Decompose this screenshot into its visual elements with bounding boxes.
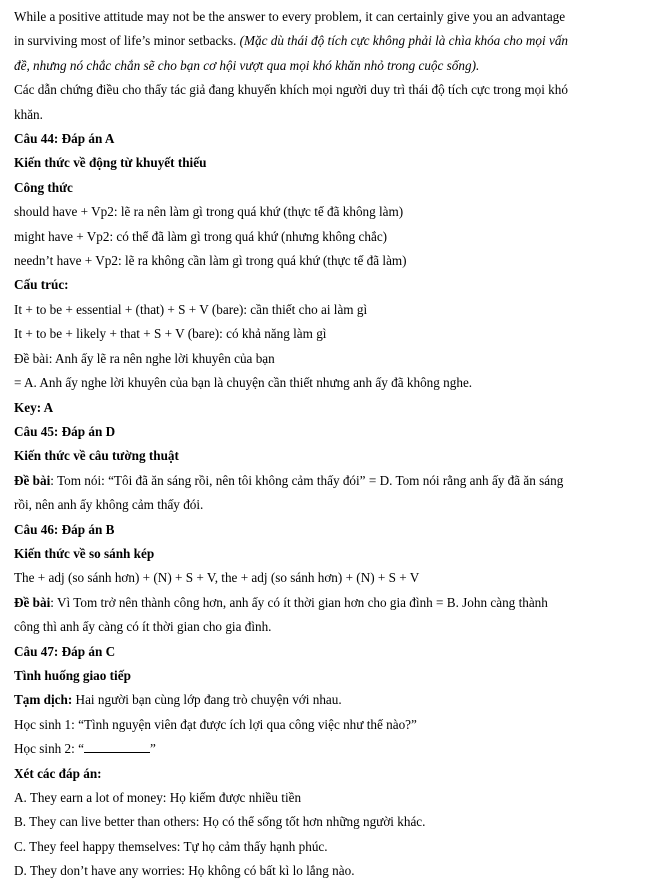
q44-formula-label: Công thức — [14, 179, 73, 195]
q46-prompt-label: Đề bài — [14, 594, 51, 610]
q44-title: Câu 44: Đáp án A — [14, 131, 115, 147]
q44-formula-3: needn’t have + Vp2: lẽ ra không cần làm gì trong quá khứ (thực tế đã làm) — [14, 253, 407, 269]
q47-options-label: Xét các đáp án: — [14, 765, 102, 781]
intro-line-5: khăn. — [14, 106, 43, 122]
q45-prompt-text: : Tom nói: “Tôi đã ăn sáng rồi, nên tôi không cảm thấy đói” = D. Tom nói rằng anh ấy đã ăn sáng — [50, 472, 564, 488]
q46-prompt-text: : Vì Tom trở nên thành công hơn, anh ấy có ít thời gian hơn cho gia đình = B. John càng thành — [50, 594, 548, 610]
q47-option-d: D. They don’t have any worries: Họ không có bất kì lo lắng nào. — [14, 863, 355, 879]
q46-topic: Kiến thức về so sánh kép — [14, 545, 155, 561]
intro-line-4: Các dẫn chứng điều cho thấy tác giả đang khuyến khích mọi người duy trì thái độ tích cực trong mọi khó — [14, 82, 568, 98]
q47-translation-text: Hai người bạn cùng lớp đang trò chuyện với nhau. — [72, 692, 342, 708]
q47-topic: Tình huống giao tiếp — [14, 667, 131, 683]
q46-title: Câu 46: Đáp án B — [14, 521, 115, 537]
answer-blank — [84, 739, 150, 753]
q47-title: Câu 47: Đáp án C — [14, 643, 116, 659]
question-47 — [14, 640, 636, 884]
q44-formula-1: should have + Vp2: lẽ ra nên làm gì trong quá khứ (thực tế đã không làm) — [14, 204, 404, 220]
q44-topic: Kiến thức về động từ khuyết thiếu — [14, 155, 207, 171]
q44-structure-label: Cấu trúc: — [14, 277, 69, 293]
q46-prompt-line-1 — [14, 591, 636, 615]
q47-student-1: Học sinh 1: “Tình nguyện viên đạt được ích lợi qua công việc như thế nào?” — [14, 716, 417, 732]
q44-structure-1: It + to be + essential + (that) + S + V (bare): cần thiết cho ai làm gì — [14, 301, 368, 317]
q44-structure-2: It + to be + likely + that + S + V (bare): có khả năng làm gì — [14, 326, 327, 342]
q47-student-2-suffix: ” — [149, 741, 156, 757]
q47-option-c: C. They feel happy themselves: Tự họ cảm thấy hạnh phúc. — [14, 838, 328, 854]
q46-prompt-line-2: công thì anh ấy càng có ít thời gian cho gia đình. — [14, 619, 272, 635]
q44-prompt: Đề bài: Anh ấy lẽ ra nên nghe lời khuyên của bạn — [14, 350, 275, 366]
q47-option-a: A. They earn a lot of money: Họ kiếm được nhiều tiền — [14, 790, 302, 805]
q45-prompt-label: Đề bài — [14, 472, 51, 488]
intro-line-2 — [14, 29, 636, 53]
q47-translation-label: Tạm dịch: — [14, 692, 73, 708]
q44-formula-2: might have + Vp2: có thể đã làm gì trong quá khứ (nhưng không chắc) — [14, 228, 388, 244]
intro-translation-end: đề, nhưng nó chắc chắn sẽ cho bạn cơ hội vượt qua mọi khó khăn nhỏ trong cuộc sống). — [14, 57, 480, 73]
q45-prompt-line-2: rồi, nên anh ấy không cảm thấy đói. — [14, 497, 204, 513]
q45-topic: Kiến thức về câu tường thuật — [14, 448, 179, 464]
q47-option-b: B. They can live better than others: Họ có thể sống tốt hơn những người khác. — [14, 814, 426, 830]
intro-paragraph — [14, 5, 636, 127]
q45-title: Câu 45: Đáp án D — [14, 423, 116, 439]
question-46 — [14, 518, 636, 640]
q44-answer-explanation: = A. Anh ấy nghe lời khuyên của bạn là chuyện cần thiết nhưng anh ấy đã không nghe. — [14, 375, 473, 391]
q44-key: Key: A — [14, 399, 54, 415]
intro-translation-start: (Mặc dù thái độ tích cực không phải là chìa khóa cho mọi vấn — [239, 33, 569, 49]
q47-student-2 — [14, 737, 636, 761]
q45-prompt-line-1 — [14, 469, 636, 493]
q47-student-2-prefix: Học sinh 2: “ — [14, 741, 84, 757]
question-44 — [14, 127, 636, 420]
intro-line-2-text: in surviving most of life’s minor setbacks. — [14, 33, 240, 49]
q46-formula: The + adj (so sánh hơn) + (N) + S + V, the + adj (so sánh hơn) + (N) + S + V — [14, 570, 420, 586]
intro-line-1: While a positive attitude may not be the answer to every problem, it can certainly give you an advantage — [14, 9, 566, 24]
q47-translation — [14, 688, 636, 712]
question-45 — [14, 420, 636, 518]
